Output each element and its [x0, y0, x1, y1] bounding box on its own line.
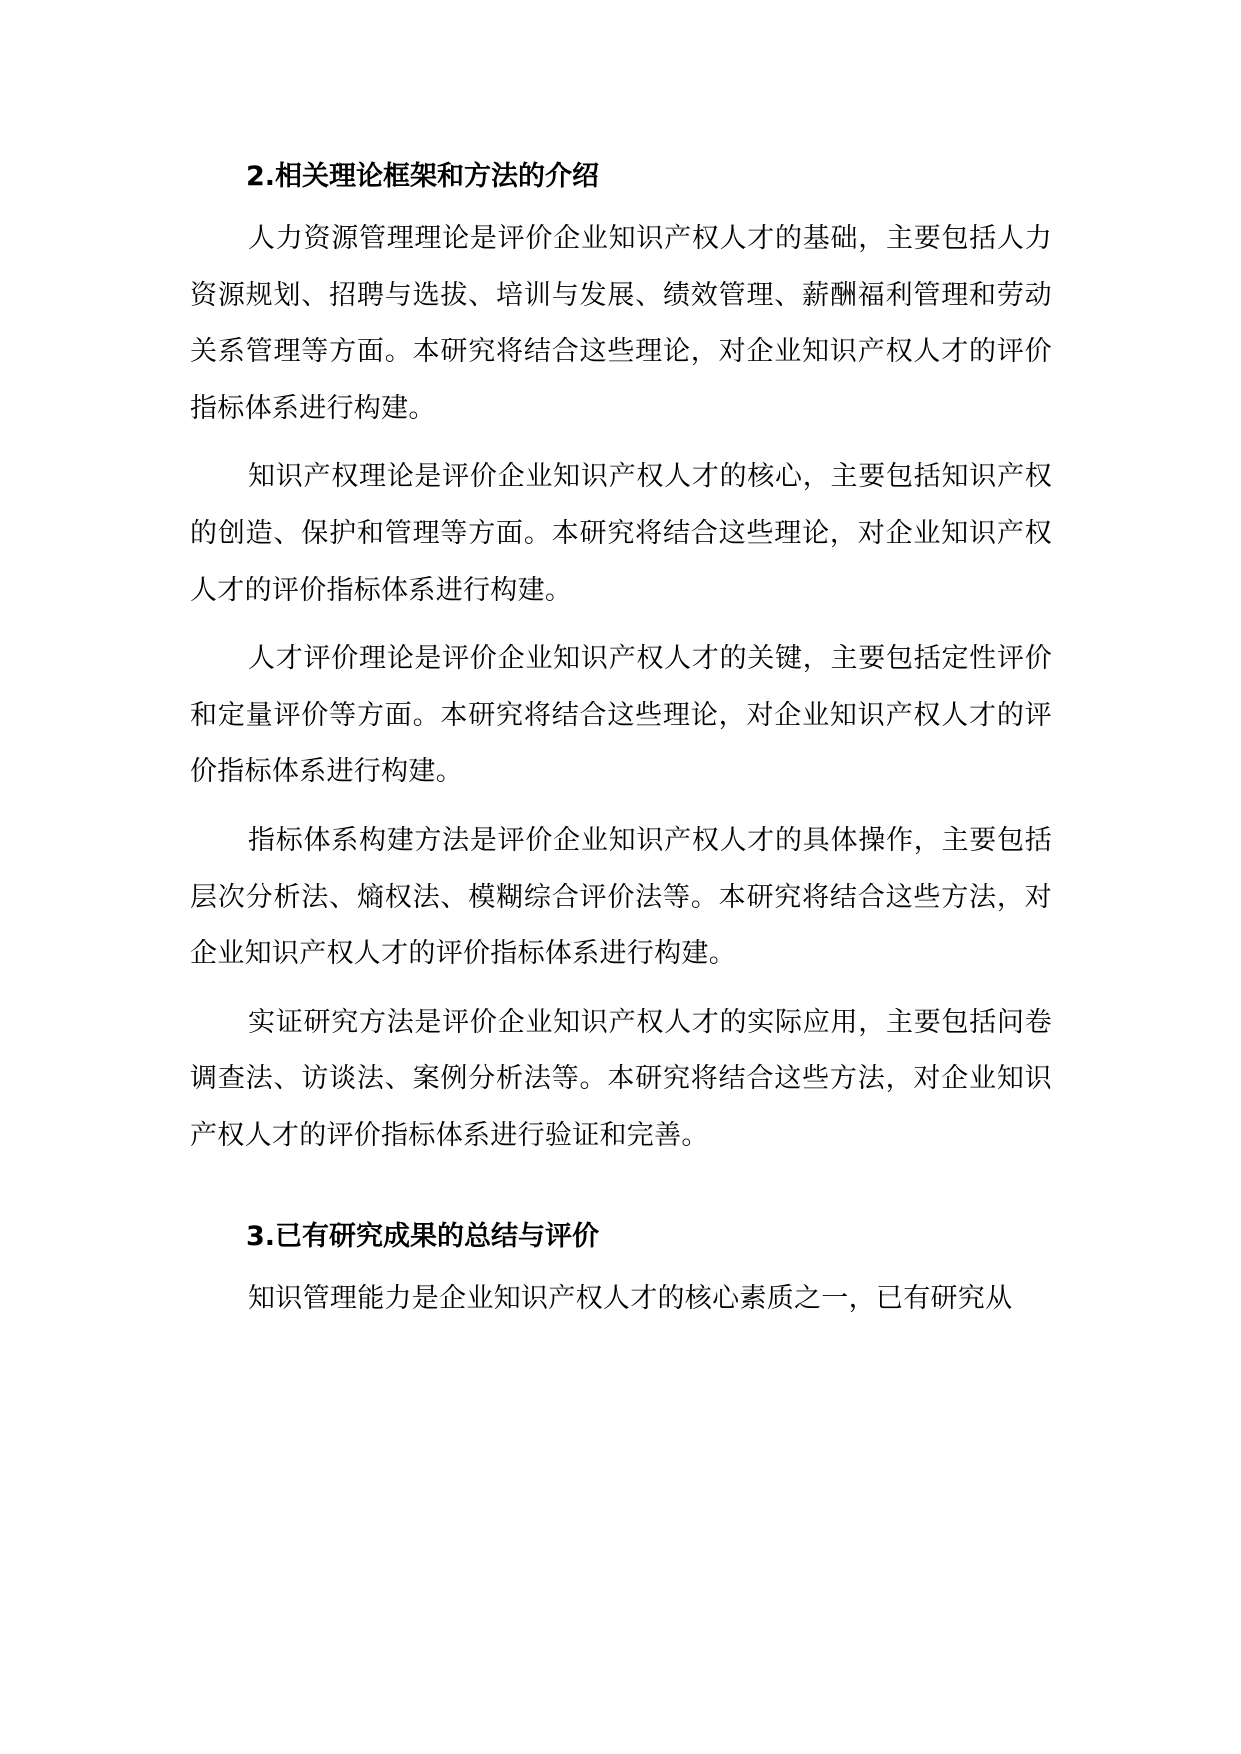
paragraph-talent-evaluation-theory: 人才评价理论是评价企业知识产权人才的关键，主要包括定性评价和定量评价等方面。本研究将结合这些理论，对企业知识产权人才的评价指标体系进行构建。: [190, 643, 1052, 788]
paragraph-knowledge-management: 知识管理能力是企业知识产权人才的核心素质之一，已有研究从: [248, 1282, 1013, 1314]
section-heading-2: 2.相关理论框架和方法的介绍: [246, 161, 600, 192]
paragraph-indicator-system-method: 指标体系构建方法是评价企业知识产权人才的具体操作，主要包括层次分析法、熵权法、模糊综合评价法等。本研究将结合这些方法，对企业知识产权人才的评价指标体系进行构建。: [190, 824, 1052, 970]
section-heading-3: 3.已有研究成果的总结与评价: [246, 1220, 600, 1252]
paragraph-empirical-method: 实证研究方法是评价企业知识产权人才的实际应用，主要包括问卷调查法、访谈法、案例分析法等。本研究将结合这些方法，对企业知识产权人才的评价指标体系进行验证和完善。: [190, 1006, 1052, 1151]
paragraph-ip-theory: 知识产权理论是评价企业知识产权人才的核心，主要包括知识产权的创造、保护和管理等方面。本研究将结合这些理论，对企业知识产权人才的评价指标体系进行构建。: [190, 461, 1052, 606]
document-body: [190, 148, 1052, 1327]
paragraph-hr-theory: 人力资源管理理论是评价企业知识产权人才的基础，主要包括人力资源规划、招聘与选拔、培训与发展、绩效管理、薪酬福利管理和劳动关系管理等方面。本研究将结合这些理论，对企业知识产权人才的评价指标体系进行构建。: [190, 223, 1052, 424]
